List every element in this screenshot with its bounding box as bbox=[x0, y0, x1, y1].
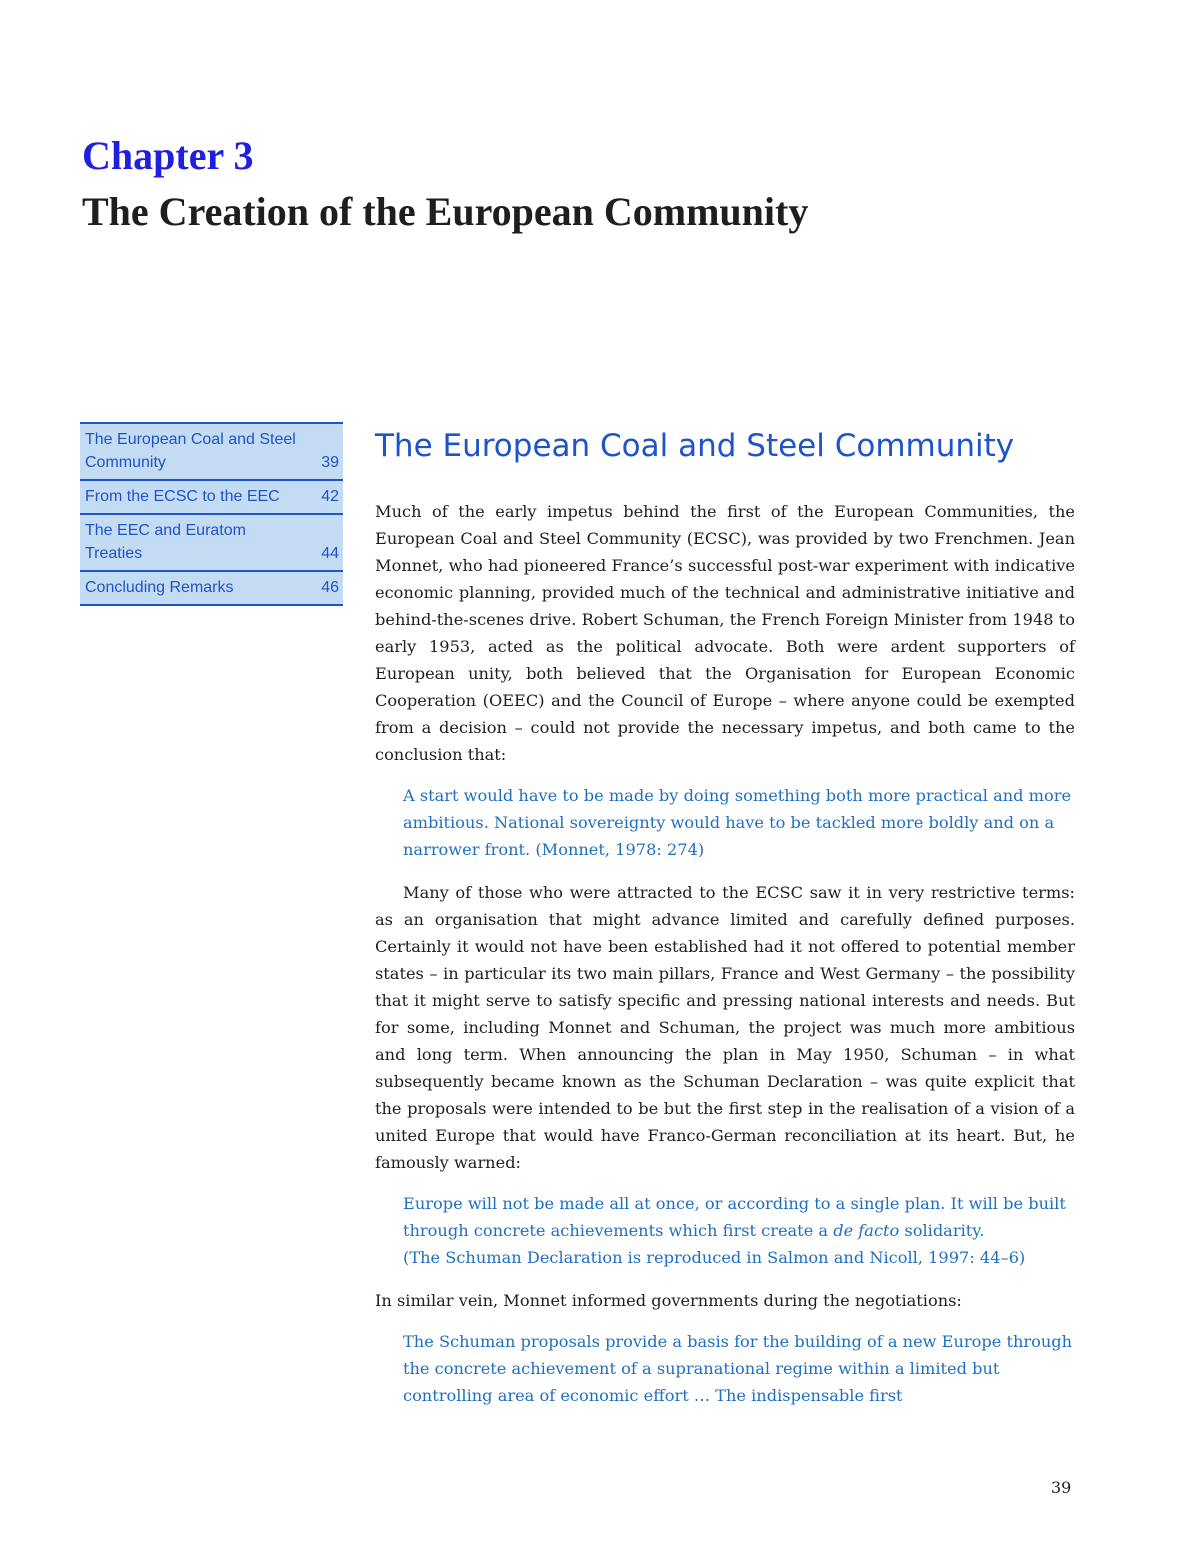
block-quote bbox=[403, 1328, 1075, 1409]
toc-item-page: 44 bbox=[321, 545, 339, 562]
section-heading: The European Coal and Steel Community bbox=[375, 428, 1015, 464]
paragraph: In similar vein, Monnet informed governments during the negotiations: bbox=[375, 1291, 962, 1310]
quote-text bbox=[403, 1190, 1075, 1271]
toc-item-page: 46 bbox=[321, 579, 339, 596]
block-quote bbox=[403, 782, 1075, 863]
toc-item-concluding-remarks[interactable] bbox=[80, 570, 343, 606]
paragraph: Much of the early impetus behind the first of the European Communities, the European Coal and Steel Community (ECSC), was provided by two Frenchmen. Jean Monnet, who had pioneered France’s successful post-war experiment with indicative economic planning, provided much of the technical and administrative initiative and behind-the-scenes drive. Robert Schuman, the French Foreign Minister from 1948 to early 1953, acted as the political advocate. Both were ardent supporters of European unity, both believed that the Organisation for European Economic Cooperation (OEEC) and the Council of Europe – where anyone could be exempted from a decision – could not provide the necessary impetus, and both came to the conclusion that: bbox=[375, 502, 1075, 764]
toc-item-page: 39 bbox=[321, 454, 339, 471]
quote-text-part: solidarity. bbox=[899, 1221, 985, 1240]
toc-item-page: 42 bbox=[321, 488, 339, 505]
toc-item-title: From the ECSC to the EEC bbox=[85, 488, 280, 505]
quote-text: A start would have to be made by doing something both more practical and more ambitious. National sovereignty would have to be tackled more boldly and on a narrower front. (Monnet, 1978: 274) bbox=[403, 786, 1072, 859]
toc-item-title: The European Coal and Steel Community bbox=[85, 431, 296, 471]
quote-citation: (The Schuman Declaration is reproduced in Salmon and Nicoll, 1997: 44–6) bbox=[403, 1248, 1026, 1267]
chapter-title: The Creation of the European Community bbox=[82, 189, 809, 234]
chapter-label: Chapter 3 bbox=[82, 133, 254, 178]
quote-text-part: Europe will not be made all at once, or according to a single plan. It will be built through concrete achievements which first create a bbox=[403, 1194, 1066, 1240]
toc-item-eec-euratom[interactable] bbox=[80, 513, 343, 570]
toc-item-title: Concluding Remarks bbox=[85, 579, 234, 596]
page-number: 39 bbox=[1051, 1478, 1072, 1497]
toc-item-ecsc-to-eec[interactable] bbox=[80, 479, 343, 513]
body-text bbox=[375, 498, 1075, 1425]
chapter-contents bbox=[80, 422, 343, 606]
quote-italic: de facto bbox=[833, 1221, 900, 1240]
quote-text: The Schuman proposals provide a basis for the building of a new Europe through the concrete achievement of a supranational regime within a limited but controlling area of economic effort … The indispensable first bbox=[403, 1332, 1073, 1405]
block-quote bbox=[403, 1190, 1075, 1271]
toc-item-title: The EEC and Euratom Treaties bbox=[85, 522, 246, 562]
toc-item-ecsc[interactable] bbox=[80, 422, 343, 479]
paragraph: Many of those who were attracted to the ECSC saw it in very restrictive terms: as an organisation that might advance limited and carefully defined purposes. Certainly it would not have been established had it not offered to potential member states – in particular its two main pillars, France and West Germany – the possibility that it might serve to satisfy specific and pressing national interests and needs. But for some, including Monnet and Schuman, the project was much more ambitious and long term. When announcing the plan in May 1950, Schuman – in what subsequently became known as the Schuman Declaration – was quite explicit that the proposals were intended to be but the first step in the realisation of a vision of a united Europe that would have Franco-German reconciliation at its heart. But, he famously warned: bbox=[375, 883, 1075, 1172]
